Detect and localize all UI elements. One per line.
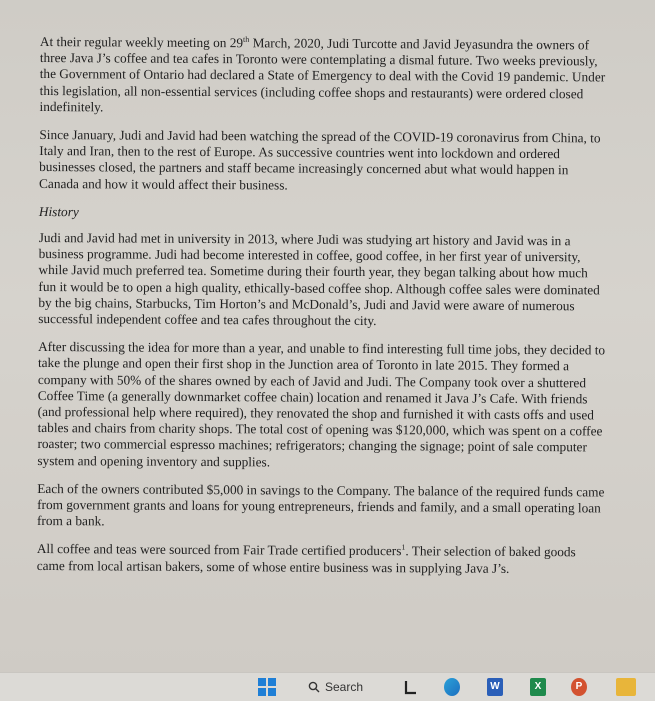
paragraph-1-text-b: March, 2020, Judi Turcotte and Javid Jeyasundra the owners of three Java J’s coffee and tea cafes in Toronto were contemplating a dismal future. Two weeks previously, the Government of Ontario had declared a State of Emergency to deal with the Covid 19 pandemic. Under this legislation, all non-essential services (including coffee shops and restaurants) were ordered closed indefinitely.: [39, 35, 606, 115]
search-label: Search: [325, 680, 364, 694]
paragraph-6-text-a: All coffee and teas were sourced from Fair Trade certified producers: [36, 541, 402, 559]
paragraph-2: Since January, Judi and Javid had been watching the spread of the COVID-19 coronavirus from China, to Italy and Iran, then to the rest of Europe. As successive countries went into lockdown and ordered businesses closed, the partners and staff became increasingly concerned abut what would happen in Canada and how it would affect their business.: [39, 127, 601, 193]
powerpoint-app-icon[interactable]: P: [571, 678, 587, 696]
ordinal-superscript: th: [243, 34, 250, 44]
case-document: [37, 34, 608, 589]
file-explorer-icon[interactable]: [616, 678, 636, 696]
paragraph-4: After discussing the idea for more than a year, and unable to find interesting full time jobs, they decided to take the plunge and open their first shop in the Junction area of Toronto in late 2015. They formed a company with 50% of the shares owned by each of Javid and Judi. The Company took over a shuttered Coffee Time (a generally downmarket coffee chain) location and renamed it Java J’s Cafe. With friends (and professional help where required), they renovated the shop and furnished it with casts offs and used tables and chairs from charity shops. The total cost of opening was $120,000, which was spent on a coffee roaster; two commercial espresso machines; refrigerators; changing the signage; point of sale computer system and opening inventory and supplies.: [37, 339, 606, 470]
task-view-icon[interactable]: [404, 678, 418, 696]
taskbar: [0, 672, 655, 701]
search-icon: [308, 681, 320, 693]
paragraph-3: Judi and Javid had met in university in 2013, where Judi was studying art history and Javid was in a business programme. Judi had become interested in coffee, good coffee, in her first year of university, while Javid much preferred tea. Sometime during their fourth year, they began talking about how much fun it would be to open a high quality, ethically-based coffee shop. Although coffee sales were dominated by the big chains, Starbucks, Tim Horton’s and McDonald’s, Judi and Javid were aware of numerous successful independent coffee and tea cafes throughout the city.: [38, 230, 600, 329]
section-heading-history: History: [38, 203, 79, 220]
word-app-icon[interactable]: W: [487, 678, 503, 696]
footnote-marker: 1: [401, 543, 406, 553]
paragraph-5: Each of the owners contributed $5,000 in savings to the Company. The balance of the required funds came from government grants and loans for young entrepreneurs, friends and family, and a small operating loan from a bank.: [36, 480, 605, 529]
paragraph-1-text-a: At their regular weekly meeting on 29: [39, 34, 244, 51]
excel-app-icon[interactable]: X: [530, 678, 546, 696]
paragraph-6: [37, 541, 605, 577]
edge-icon[interactable]: [444, 678, 460, 696]
paragraph-1: [40, 34, 608, 118]
windows-start-icon[interactable]: [258, 678, 276, 696]
paragraph-6-text-b: . Their selection of baked goods came from local artisan bakers, some of whose entire business was in supplying Java J’s.: [36, 543, 576, 576]
taskbar-search[interactable]: [308, 678, 396, 696]
